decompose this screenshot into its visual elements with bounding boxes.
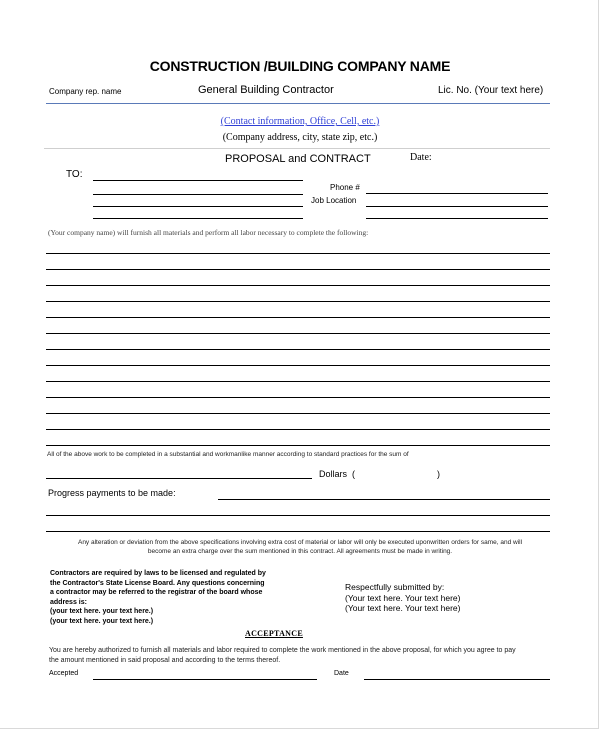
acceptance-date-label: Date xyxy=(334,670,349,677)
to-label: TO: xyxy=(66,169,83,180)
work-line[interactable] xyxy=(46,285,550,286)
work-line[interactable] xyxy=(46,445,550,446)
progress-payments-label: Progress payments to be made: xyxy=(48,488,176,498)
to-field-line-4[interactable] xyxy=(93,218,303,219)
contractor-type: General Building Contractor xyxy=(198,84,334,96)
to-field-line-3[interactable] xyxy=(93,206,303,207)
license-number: Lic. No. (Your text here) xyxy=(438,85,544,96)
license-line: (your text here. your text here.) xyxy=(50,608,154,615)
submitted-by-block xyxy=(345,582,460,614)
work-line[interactable] xyxy=(46,301,550,302)
address-divider xyxy=(44,148,550,149)
company-address: (Company address, city, state zip, etc.) xyxy=(222,132,378,143)
phone-label: Phone # xyxy=(330,183,360,192)
progress-payments-line-3[interactable] xyxy=(46,531,550,532)
work-line[interactable] xyxy=(46,317,550,318)
progress-payments-line[interactable] xyxy=(218,499,550,500)
contact-info: (Contact information, Office, Cell, etc.) xyxy=(220,116,380,127)
work-line[interactable] xyxy=(46,253,550,254)
work-line[interactable] xyxy=(46,333,550,334)
acceptance-date-line[interactable] xyxy=(364,679,550,680)
license-line: the Contractor's State License Board. Any questions concerning xyxy=(50,579,265,587)
alteration-line-2: become an extra charge over the sum mentioned in this contract. All agreements must be made in writing. xyxy=(147,548,453,555)
amount-words-line[interactable] xyxy=(46,478,312,479)
amount-paren-close: ) xyxy=(437,469,440,479)
authorization-line-2: the amount mentioned in said proposal and according to the terms thereof. xyxy=(49,657,281,664)
work-line[interactable] xyxy=(46,269,550,270)
license-line: address is: xyxy=(50,598,87,606)
job-location-field-line[interactable] xyxy=(366,206,548,207)
license-line: a contractor may be referred to the registrar of the board whose xyxy=(50,589,263,596)
company-title: CONSTRUCTION /BUILDING COMPANY NAME xyxy=(149,58,451,74)
work-line[interactable] xyxy=(46,397,550,398)
to-field-line-2[interactable] xyxy=(93,194,303,195)
license-line: (your text here. your text here.) xyxy=(50,617,154,625)
date-label: Date: xyxy=(410,152,432,163)
work-line[interactable] xyxy=(46,429,550,430)
license-notice xyxy=(50,569,300,626)
work-line[interactable] xyxy=(46,365,550,366)
authorization-line-1: You are hereby authorized to furnish all materials and labor required to complete the work mentioned in the above proposal, for which you agree to pay xyxy=(49,647,516,654)
to-field-line-1[interactable] xyxy=(93,180,303,181)
work-intro-text: (Your company name) will furnish all materials and perform all labor necessary to complete the following: xyxy=(48,228,369,237)
alteration-terms xyxy=(46,538,554,556)
proposal-heading: PROPOSAL and CONTRACT xyxy=(225,153,371,165)
alteration-line-1: Any alteration or deviation from the above specifications involving extra cost of material or labor will only be executed uponwritten orders for same, and will xyxy=(77,539,523,546)
acceptance-heading: ACCEPTANCE xyxy=(245,629,303,638)
completion-text: All of the above work to be completed in a substantial and workmanlike manner according to standard practices for the sum of xyxy=(47,451,409,458)
progress-payments-line-2[interactable] xyxy=(46,515,550,516)
submitted-by-label: Respectfully submitted by: xyxy=(345,582,445,592)
work-line[interactable] xyxy=(46,381,550,382)
company-rep-name: Company rep. name xyxy=(49,87,122,96)
job-location-label: Job Location xyxy=(311,196,357,205)
accepted-signature-line[interactable] xyxy=(93,679,317,680)
accepted-label: Accepted xyxy=(49,670,79,677)
authorization-text xyxy=(49,646,569,666)
submitted-by-line: (Your text here. Your text here) xyxy=(345,592,461,603)
phone-field-line[interactable] xyxy=(366,193,548,194)
license-line: Contractors are required by laws to be licensed and regulated by xyxy=(50,570,266,577)
amount-paren-open: ( xyxy=(352,469,355,479)
submitted-by-line: (Your text here. Your text here) xyxy=(345,603,461,613)
header-divider xyxy=(46,103,550,104)
work-line[interactable] xyxy=(46,349,550,350)
job-location-field-line-2[interactable] xyxy=(366,218,548,219)
work-line[interactable] xyxy=(46,413,550,414)
dollars-label: Dollars xyxy=(319,469,348,479)
